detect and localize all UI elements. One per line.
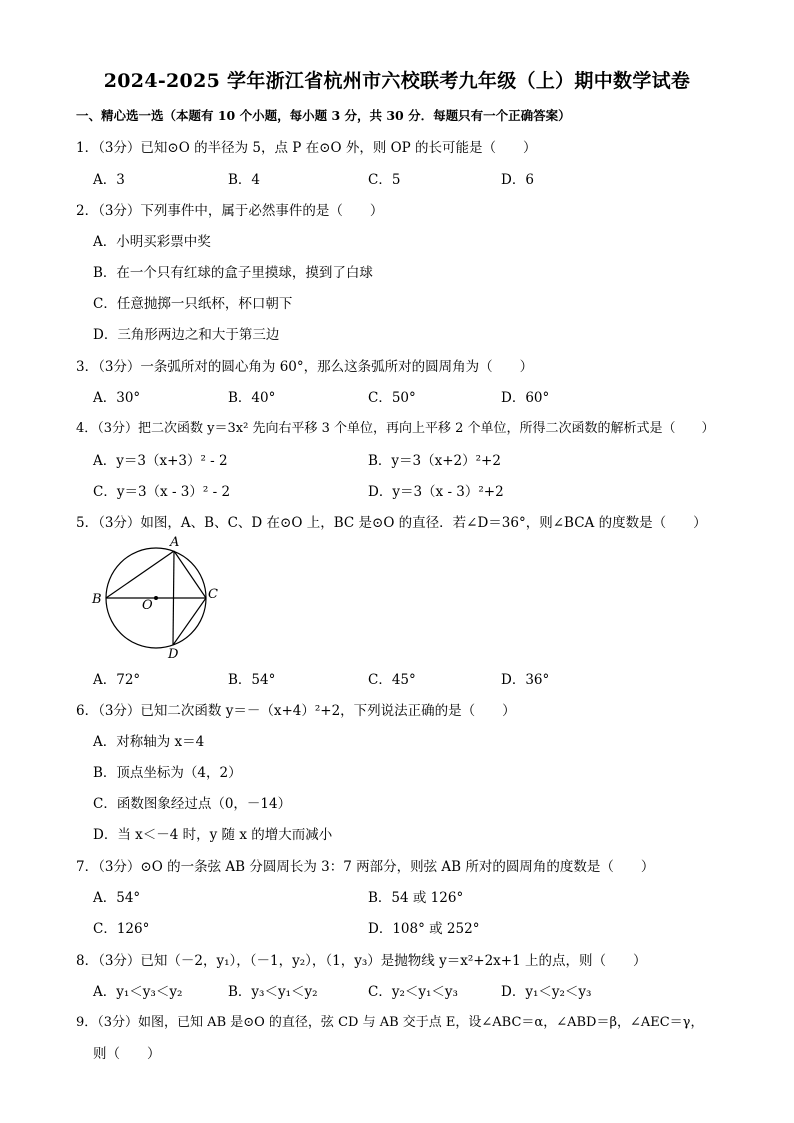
question-9-stem-cont: 则（ ）: [93, 1046, 161, 1062]
label-d: D: [168, 647, 179, 662]
q7-option-d: D．108° 或 252°: [368, 921, 480, 937]
q1-option-b: B．4: [228, 172, 261, 188]
q6-option-a: A．对称轴为 x＝4: [93, 734, 205, 750]
q3-option-d: D．60°: [501, 390, 550, 406]
q2-option-a: A．小明买彩票中奖: [93, 234, 211, 250]
label-a: A: [170, 535, 180, 550]
center-point: [154, 596, 158, 600]
chord-ad: [173, 551, 174, 645]
q3-option-b: B．40°: [228, 390, 276, 406]
q2-option-d: D．三角形两边之和大于第三边: [93, 327, 280, 343]
q6-option-d: D．当 x＜－4 时，y 随 x 的增大而减小: [93, 827, 333, 843]
q7-option-b: B．54 或 126°: [368, 890, 464, 906]
label-b: B: [92, 592, 102, 607]
q3-option-a: A．30°: [93, 390, 141, 406]
question-7-stem: 7．（3分）⊙O 的一条弦 AB 分圆周长为 3：7 两部分，则弦 AB 所对的圆周角的度数是（ ）: [76, 859, 655, 875]
q8-option-a: A．y₁＜y₃＜y₂: [93, 984, 183, 1000]
q4-option-d: D．y＝3（x - 3）²+2: [368, 484, 504, 500]
q4-option-a: A．y＝3（x+3）² - 2: [93, 453, 228, 469]
section-header: 一、精心选一选（本题有 10 个小题，每小题 3 分，共 30 分．每题只有一个正确答案）: [76, 108, 571, 123]
q5-circle-diagram: [86, 534, 236, 664]
q5-circle-figure: [86, 534, 236, 668]
question-4-stem: 4．（3分）把二次函数 y＝3x² 先向右平移 3 个单位，再向上平移 2 个单位，所得二次函数的解析式是（ ）: [76, 421, 715, 436]
q1-option-a: A．3: [93, 172, 125, 188]
question-3-stem: 3．（3分）一条弧所对的圆心角为 60°，那么这条弧所对的圆周角为（ ）: [76, 359, 534, 375]
question-5-stem: 5．（3分）如图，A、B、C、D 在⊙O 上，BC 是⊙O 的直径．若∠D＝36°，则∠BCA 的度数是（ ）: [76, 515, 707, 531]
q1-option-c: C．5: [368, 172, 401, 188]
q3-option-c: C．50°: [368, 390, 416, 406]
question-1-stem: 1．（3分）已知⊙O 的半径为 5，点 P 在⊙O 外，则 OP 的长可能是（ ）: [76, 140, 537, 156]
q4-option-c: C．y＝3（x - 3）² - 2: [93, 484, 231, 500]
q5-option-a: A．72°: [93, 672, 141, 688]
q2-option-c: C．任意抛掷一只纸杯，杯口朝下: [93, 296, 293, 312]
question-8-stem: 8．（3分）已知（－2，y₁），（－1，y₂），（1，y₃）是抛物线 y＝x²+2x+1 上的点，则（ ）: [76, 953, 647, 969]
q5-option-d: D．36°: [501, 672, 550, 688]
q8-option-c: C．y₂＜y₁＜y₃: [368, 984, 458, 1000]
page-title: 2024-2025 学年浙江省杭州市六校联考九年级（上）期中数学试卷: [103, 70, 691, 92]
q6-option-b: B．顶点坐标为（4，2）: [93, 765, 242, 781]
q5-option-b: B．54°: [228, 672, 276, 688]
q4-option-b: B．y＝3（x+2）²+2: [368, 453, 501, 469]
question-2-stem: 2．（3分）下列事件中，属于必然事件的是（ ）: [76, 203, 384, 219]
q5-option-c: C．45°: [368, 672, 416, 688]
q8-option-b: B．y₃＜y₁＜y₂: [228, 984, 318, 1000]
chord-ac: [174, 551, 206, 598]
q2-option-b: B．在一个只有红球的盒子里摸球，摸到了白球: [93, 265, 373, 281]
label-o: O: [142, 598, 153, 613]
q7-option-a: A．54°: [93, 890, 141, 906]
chord-ba: [106, 551, 174, 598]
q8-option-d: D．y₁＜y₂＜y₃: [501, 984, 592, 1000]
label-c: C: [208, 587, 218, 602]
question-9-stem: 9．（3分）如图，已知 AB 是⊙O 的直径，弦 CD 与 AB 交于点 E，设∠ABC＝α，∠ABD＝β，∠AEC＝γ，: [76, 1015, 704, 1030]
chord-dc: [173, 598, 206, 645]
q1-option-d: D．6: [501, 172, 534, 188]
question-6-stem: 6．（3分）已知二次函数 y＝－（x+4）²+2，下列说法正确的是（ ）: [76, 703, 516, 719]
q7-option-c: C．126°: [93, 921, 150, 937]
q6-option-c: C．函数图象经过点（0，－14）: [93, 796, 292, 812]
